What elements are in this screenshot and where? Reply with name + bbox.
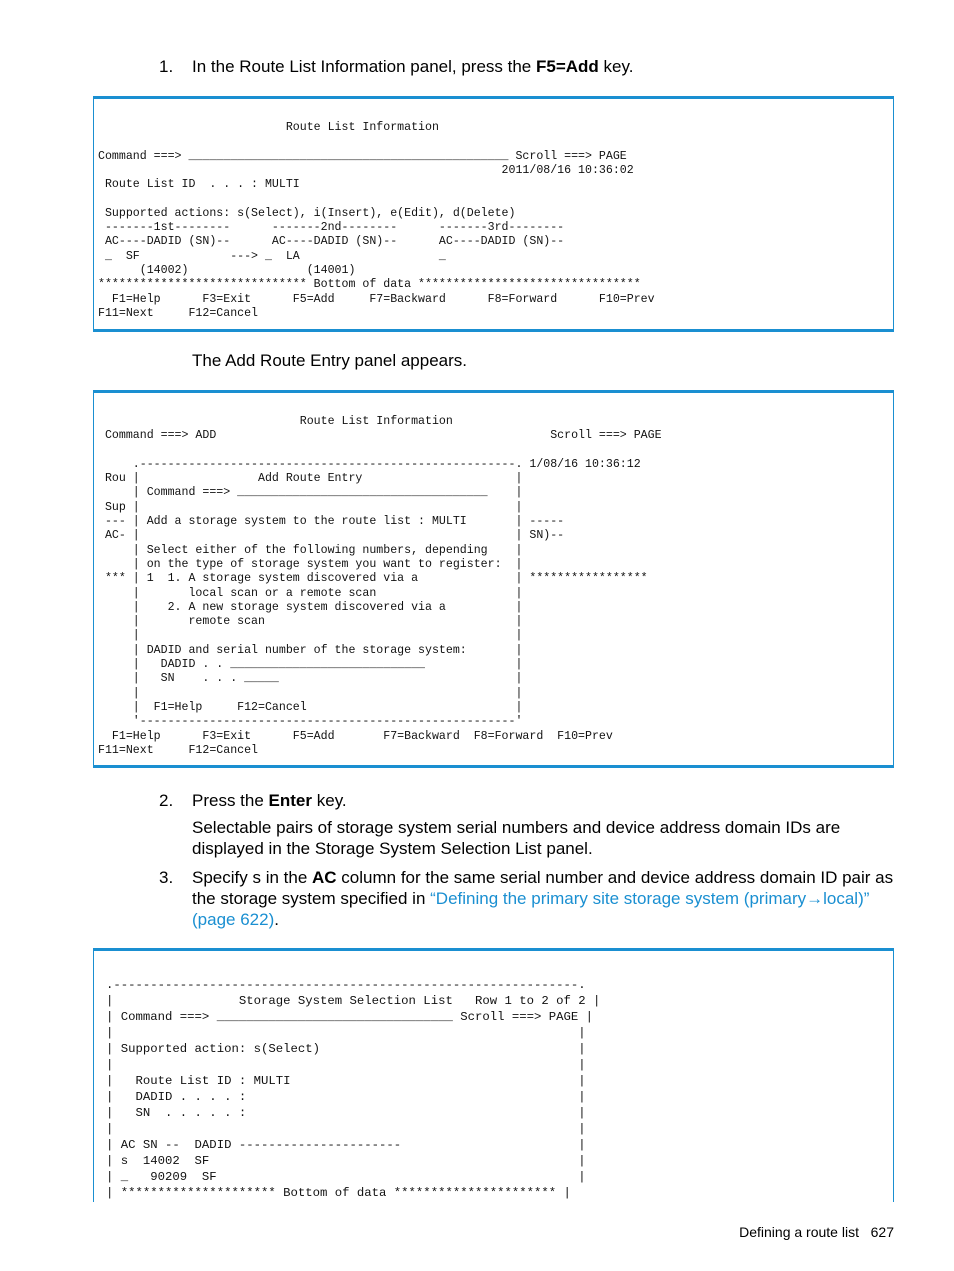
route-list-information-panel	[93, 96, 894, 332]
p2-line: Rou | Add Route Entry |	[98, 472, 523, 486]
p3-line: | Route List ID : MULTI |	[106, 1074, 586, 1088]
p3-line: | Storage System Selection List Row 1 to 2 of 2 |	[106, 994, 601, 1008]
p2-line: | DADID . . ____________________________ |	[98, 658, 523, 672]
step-1-prefix: In the Route List Information panel, press the	[192, 57, 536, 76]
p3-line: | AC SN -- DADID ---------------------- |	[106, 1138, 586, 1152]
p2-line: F1=Help F3=Exit F5=Add F7=Backward F8=Forward F10=Prev	[98, 729, 613, 743]
p1-line: -------1st-------- -------2nd-------- -------3rd--------	[98, 221, 565, 235]
p1-line: Route List Information	[98, 121, 439, 134]
p3-line: | s 14002 SF |	[106, 1154, 586, 1168]
step-3-prefix: Specify s in the	[192, 868, 313, 887]
route-list-information-screen	[98, 121, 655, 321]
step-3-suffix: .	[274, 910, 279, 929]
p3-line: | |	[106, 1058, 586, 1072]
p1-line: 2011/08/16 10:36:02	[98, 163, 634, 177]
p1-line: Command ===> ______________________________________________ Scroll ===> PAGE	[98, 149, 627, 163]
step-2-suffix: key.	[312, 791, 347, 810]
footer-section: Defining a route list	[739, 1224, 859, 1240]
page-footer	[739, 1224, 894, 1240]
step-2-description: Selectable pairs of storage system serial numbers and device address domain IDs are displayed in the Storage System Selection List panel.	[192, 818, 841, 858]
p2-line: | local scan or a remote scan |	[98, 586, 523, 600]
primary-site-link[interactable]: “Defining the primary site storage system (primary→local)” (page 622)	[192, 889, 870, 929]
add-route-entry-panel	[93, 390, 894, 768]
p3-line: | |	[106, 1122, 586, 1136]
p2-line: | SN . . . _____ |	[98, 672, 523, 686]
p3-line: | _ 90209 SF |	[106, 1170, 586, 1184]
f5-add-key: F5=Add	[535, 57, 599, 76]
step-2-prefix: Press the	[192, 791, 269, 810]
p2-line: | 2. A new storage system discovered via a |	[98, 600, 523, 614]
p2-line: Sup | |	[98, 500, 523, 514]
p2-line: | |	[98, 686, 523, 700]
storage-system-selection-screen	[106, 977, 600, 1201]
p2-line: *** | 1 1. A storage system discovered via a | *****************	[98, 572, 648, 586]
p2-line: .------------------------------------------------------. 1/08/16 10:36:12	[98, 457, 641, 471]
p3-line: | Command ===> ________________________________ Scroll ===> PAGE |	[106, 1010, 594, 1024]
p2-line: | Command ===> ____________________________________ |	[98, 486, 523, 500]
p3-line: | DADID . . . . : |	[106, 1090, 586, 1104]
p3-line: | |	[106, 1026, 586, 1040]
ac-column-name: AC	[312, 868, 337, 887]
p1-line: ****************************** Bottom of data ********************************	[98, 278, 641, 292]
p3-line: .---------------------------------------------------------------.	[106, 978, 586, 992]
p1-line: AC----DADID (SN)-- AC----DADID (SN)-- AC----DADID (SN)--	[98, 235, 565, 249]
p3-line: | Supported action: s(Select) |	[106, 1042, 586, 1056]
step-1-text	[192, 56, 633, 77]
p3-line: | SN . . . . . : |	[106, 1106, 586, 1120]
p1-line: Route List ID . . . : MULTI	[98, 178, 300, 192]
step-1-number: 1.	[159, 57, 174, 76]
p2-line: --- | Add a storage system to the route list : MULTI | -----	[98, 515, 565, 529]
step-2-number: 2.	[159, 791, 174, 810]
p2-line: | on the type of storage system you want to register: |	[98, 557, 523, 571]
p1-line: _ SF ---> _ LA _	[98, 249, 446, 263]
p2-line: AC- | | SN)--	[98, 529, 565, 543]
step-3-number: 3.	[159, 868, 174, 887]
p1-line: F1=Help F3=Exit F5=Add F7=Backward F8=Forward F10=Prev	[98, 292, 655, 306]
step-1-suffix: key.	[598, 57, 634, 76]
p2-line: | F1=Help F12=Cancel |	[98, 700, 523, 714]
page-number: 627	[870, 1224, 894, 1240]
step-2-text	[192, 790, 347, 811]
enter-key: Enter	[268, 791, 313, 810]
storage-system-selection-panel	[93, 948, 894, 1202]
p1-line: Supported actions: s(Select), i(Insert), e(Edit), d(Delete)	[98, 206, 516, 220]
p2-line: | |	[98, 629, 523, 643]
p2-line: | DADID and serial number of the storage system: |	[98, 643, 523, 657]
p3-line: | ********************* Bottom of data ********************** |	[106, 1186, 571, 1200]
p1-line: (14002) (14001)	[98, 263, 356, 277]
add-route-entry-screen	[98, 415, 662, 758]
p1-line: F11=Next F12=Cancel	[98, 306, 259, 320]
p2-line: '------------------------------------------------------'	[98, 715, 523, 729]
step-3-text	[192, 867, 904, 930]
p2-line: Command ===> ADD Scroll ===> PAGE	[98, 429, 662, 443]
p2-line: | Select either of the following numbers, depending |	[98, 543, 523, 557]
p2-line: | remote scan |	[98, 615, 523, 629]
p2-line: F11=Next F12=Cancel	[98, 743, 259, 757]
add-route-entry-note: The Add Route Entry panel appears.	[192, 351, 468, 370]
p2-line: Route List Information	[98, 415, 453, 428]
step-3-middle: column for the same serial number and device address domain ID pair as the storage system specified in	[192, 868, 894, 908]
